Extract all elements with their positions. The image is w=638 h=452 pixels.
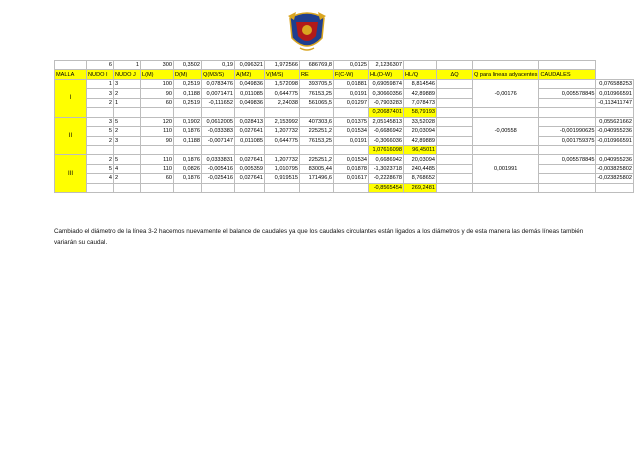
table-cell: 0,69059874 — [369, 79, 404, 88]
table-cell: 7,078473 — [404, 98, 437, 107]
table-cell: 0,01375 — [334, 117, 369, 126]
table-cell: 5 — [87, 127, 114, 136]
table-cell: 0,0826 — [174, 164, 202, 173]
empty-cell — [437, 117, 473, 126]
table-cell: 0,076588253 — [596, 79, 634, 88]
empty-cell — [202, 145, 235, 154]
empty-cell — [334, 108, 369, 117]
table-cell: 686769,8 — [300, 61, 334, 70]
table-cell: 0,040955236 — [596, 155, 634, 164]
column-header: D(M) — [174, 70, 202, 79]
table-cell: -0,113411747 — [596, 98, 634, 107]
table-cell: 0,0333831 — [202, 155, 235, 164]
table-cell: 0,0191 — [334, 89, 369, 98]
table-cell: 0,1902 — [174, 117, 202, 126]
table-cell: 42,89889 — [404, 136, 437, 145]
table-cell: 0,005578845 — [539, 89, 596, 98]
empty-cell — [596, 183, 634, 192]
table-cell: 0,055621662 — [596, 117, 634, 126]
table-cell: -0,023825802 — [597, 175, 632, 182]
table-cell: 0,0191 — [334, 136, 369, 145]
empty-cell — [437, 127, 473, 136]
table-cell: -0,003825802 — [597, 166, 632, 173]
table-cell: 0,30660356 — [369, 89, 404, 98]
sum-hlq: 96,45011 — [404, 145, 437, 154]
empty-cell — [300, 108, 334, 117]
table-cell: 0,1876 — [174, 174, 202, 183]
empty-cell — [141, 183, 174, 192]
empty-cell — [141, 145, 174, 154]
table-cell: -0,2228678 — [369, 174, 404, 183]
empty-cell — [539, 183, 596, 192]
table-cell: -0,007147 — [202, 136, 235, 145]
table-row — [55, 174, 634, 183]
empty-cell — [404, 61, 437, 70]
empty-cell — [235, 145, 265, 154]
table-cell: 1 — [87, 79, 114, 88]
table-cell: 1,972566 — [265, 61, 300, 70]
table-cell: 5 — [87, 164, 114, 173]
empty-cell — [539, 61, 596, 70]
table-cell: 60 — [141, 174, 174, 183]
empty-cell — [87, 108, 114, 117]
table-row — [55, 117, 634, 126]
table-cell: 83005,44 — [300, 164, 334, 173]
table-cell: 0,01881 — [334, 79, 369, 88]
table-row — [55, 155, 634, 164]
table-cell: 20,03094 — [404, 127, 437, 136]
table-cell: 225251,2 — [300, 155, 334, 164]
empty-cell — [265, 183, 300, 192]
table-cell: 300 — [141, 61, 174, 70]
table-cell — [539, 98, 596, 107]
table-cell: 90 — [141, 89, 174, 98]
table-cell: 407303,6 — [300, 117, 334, 126]
empty-cell — [473, 183, 539, 192]
table-cell: 110 — [141, 164, 174, 173]
column-header: NUDO J — [114, 70, 141, 79]
table-body — [55, 61, 634, 193]
table-cell: -0,6686942 — [369, 127, 404, 136]
empty-cell — [265, 145, 300, 154]
table-cell: 0,01878 — [334, 164, 369, 173]
table-cell: 2 — [114, 174, 141, 183]
table-cell: 0,049836 — [235, 79, 265, 88]
table-cell: 76153,25 — [300, 136, 334, 145]
empty-cell — [437, 108, 473, 117]
table-cell: 2,05145813 — [369, 117, 404, 126]
column-header: CAUDALES — [539, 70, 596, 79]
table-cell: 561065,5 — [300, 98, 334, 107]
empty-cell — [235, 108, 265, 117]
table-row — [55, 164, 634, 173]
table-cell: 3 — [87, 89, 114, 98]
table-cell: 240,4485 — [404, 164, 437, 173]
table-cell: -0,111652 — [202, 98, 235, 107]
table-cell: 0,027641 — [235, 127, 265, 136]
column-header: ΔQ — [437, 70, 473, 79]
empty-cell — [473, 108, 539, 117]
table-cell: -0,005416 — [202, 164, 235, 173]
table-cell: 0,01534 — [334, 127, 369, 136]
table-cell: 0,011085 — [235, 89, 265, 98]
header-row — [55, 70, 634, 79]
table-cell: 0,011085 — [235, 136, 265, 145]
empty-cell — [437, 145, 473, 154]
table-cell: 0,1876 — [174, 155, 202, 164]
explanation-paragraph: Cambiado el diámetro de la línea 3-2 hacemos nuevamente el balance de caudales ya que los caudales circulantes están ligados a los diámetros y de esta manera las demás líneas también variarán su caudal. — [54, 228, 584, 246]
top-row — [55, 61, 634, 70]
table-cell: -0,010966591 — [597, 137, 632, 144]
table-cell: 1,207732 — [265, 127, 300, 136]
malla-label: II — [55, 117, 87, 155]
table-cell: 2 — [87, 155, 114, 164]
column-header: HL(D-W) — [369, 70, 404, 79]
empty-cell — [202, 108, 235, 117]
table-cell: 2 — [114, 127, 141, 136]
table-cell: 20,03094 — [404, 155, 437, 164]
empty-cell — [473, 61, 539, 70]
empty-cell — [114, 108, 141, 117]
table-cell: 2,153992 — [265, 117, 300, 126]
empty-cell — [87, 145, 114, 154]
empty-cell — [174, 183, 202, 192]
table-cell — [539, 174, 596, 183]
empty-cell — [437, 155, 473, 164]
sum-hl: -0,8565454 — [369, 183, 404, 192]
empty-cell — [114, 183, 141, 192]
table-cell: 0,0071471 — [202, 89, 235, 98]
table-cell: -0,001990625 — [539, 127, 596, 136]
table-cell: 60 — [141, 98, 174, 107]
column-header: HL/Q — [404, 70, 437, 79]
sum-hl: 1,07616098 — [369, 145, 404, 154]
sum-hl: 0,20687401 — [369, 108, 404, 117]
table-cell: 0,027641 — [235, 155, 265, 164]
empty-cell — [202, 183, 235, 192]
table-cell: 4 — [87, 174, 114, 183]
empty-cell — [596, 108, 634, 117]
sum-hlq: 58,79193 — [404, 108, 437, 117]
sum-hlq: 269,2481 — [404, 183, 437, 192]
column-header: MALLA — [55, 70, 87, 79]
empty-cell — [437, 136, 473, 145]
table-cell: 3 — [114, 79, 141, 88]
table-cell: -1,3023718 — [369, 164, 404, 173]
table-cell: 225251,2 — [300, 127, 334, 136]
table-cell: 0,001759375 — [539, 136, 596, 145]
table-cell: -0,3066036 — [369, 136, 404, 145]
table-cell: 8,768652 — [404, 174, 437, 183]
table-row — [55, 98, 634, 107]
empty-cell — [596, 145, 634, 154]
table-cell: 8,814546 — [404, 79, 437, 88]
total-row — [55, 183, 634, 192]
table-cell: 2,1236307 — [369, 61, 404, 70]
table-cell: 0,644775 — [265, 89, 300, 98]
column-header: RE — [300, 70, 334, 79]
empty-cell — [437, 98, 473, 107]
table-row — [55, 136, 634, 145]
empty-cell — [87, 183, 114, 192]
column-header: A(M2) — [235, 70, 265, 79]
table-cell: 0,0783476 — [202, 79, 235, 88]
table-cell: 0,01534 — [334, 155, 369, 164]
empty-cell — [437, 164, 473, 173]
empty-cell — [55, 61, 87, 70]
table-cell: 110 — [141, 127, 174, 136]
table-cell: 0,644775 — [265, 136, 300, 145]
empty-cell — [334, 183, 369, 192]
table-cell: 0,028413 — [235, 117, 265, 126]
table-cell: 0,1188 — [174, 136, 202, 145]
table-cell: 2 — [87, 98, 114, 107]
table-cell: -0,7903283 — [369, 98, 404, 107]
table-cell: 0,0612005 — [202, 117, 235, 126]
empty-cell — [174, 108, 202, 117]
delta-q: -0,00558 — [473, 117, 539, 145]
table-cell: 90 — [141, 136, 174, 145]
table-cell: 0,096321 — [235, 61, 265, 70]
table-row — [55, 79, 634, 88]
empty-cell — [539, 108, 596, 117]
table-cell: 0,19 — [202, 61, 235, 70]
empty-cell — [265, 108, 300, 117]
table-cell: 0,1188 — [174, 89, 202, 98]
column-header: L(M) — [141, 70, 174, 79]
table-cell: 110 — [141, 155, 174, 164]
table-cell: 0,027641 — [235, 174, 265, 183]
column-header: F(C-W) — [334, 70, 369, 79]
table-cell: 5 — [114, 117, 141, 126]
empty-cell — [300, 145, 334, 154]
table-cell: 5 — [114, 155, 141, 164]
table-cell: 0,01297 — [334, 98, 369, 107]
table-cell: 0,1876 — [174, 127, 202, 136]
table-cell: 0,049836 — [235, 98, 265, 107]
empty-cell — [114, 145, 141, 154]
table-cell: 0,005578845 — [539, 155, 596, 164]
table-cell: 2 — [87, 136, 114, 145]
table-cell: 1,207732 — [265, 155, 300, 164]
table-cell: 0,010966591 — [596, 89, 634, 98]
table-cell: 393705,5 — [300, 79, 334, 88]
table-cell: 0,0125 — [334, 61, 369, 70]
table-row — [55, 89, 634, 98]
table-cell: 3 — [114, 136, 141, 145]
column-header: V(M/S) — [265, 70, 300, 79]
table-row — [55, 127, 634, 136]
delta-q: 0,001991 — [473, 155, 539, 183]
empty-cell — [141, 108, 174, 117]
column-header: Q para lineas adyacentes — [474, 71, 538, 78]
table-cell: 1,010795 — [265, 164, 300, 173]
empty-cell — [437, 183, 473, 192]
table-cell — [539, 117, 596, 126]
delta-q: -0,00176 — [473, 79, 539, 107]
table-cell: 0,01617 — [334, 174, 369, 183]
empty-cell — [334, 145, 369, 154]
table-cell: -0,033383 — [202, 127, 235, 136]
table-cell: 4 — [114, 164, 141, 173]
malla-label: III — [55, 155, 87, 193]
university-crest-logo — [286, 8, 328, 54]
empty-cell — [235, 183, 265, 192]
table-cell — [539, 79, 596, 88]
empty-cell — [437, 174, 473, 183]
table-cell: 0,6686942 — [369, 155, 404, 164]
table-cell: 0,2519 — [174, 79, 202, 88]
empty-cell — [539, 145, 596, 154]
table-cell: 42,89889 — [404, 89, 437, 98]
total-row — [55, 108, 634, 117]
table-cell: 120 — [141, 117, 174, 126]
table-cell: 1 — [114, 98, 141, 107]
column-header: NUDO I — [87, 70, 114, 79]
table-cell: 2,24038 — [265, 98, 300, 107]
table-cell: 0,919515 — [265, 174, 300, 183]
empty-cell — [437, 61, 473, 70]
table-cell: 33,52028 — [404, 117, 437, 126]
table-cell: 3 — [87, 117, 114, 126]
empty-cell — [473, 145, 539, 154]
table-cell: 2 — [114, 89, 141, 98]
empty-cell — [437, 79, 473, 88]
empty-cell — [300, 183, 334, 192]
total-row — [55, 145, 634, 154]
table-cell: 0,2519 — [174, 98, 202, 107]
empty-cell — [174, 145, 202, 154]
table-cell: -0,040955236 — [597, 128, 632, 135]
table-cell: 76153,25 — [300, 89, 334, 98]
calculation-table — [54, 60, 634, 193]
column-header: Q(M3/S) — [202, 70, 235, 79]
table-cell: 171496,6 — [300, 174, 334, 183]
table-cell: 1 — [114, 61, 141, 70]
table-cell: 1,572098 — [265, 79, 300, 88]
table-cell: -0,025416 — [202, 174, 235, 183]
table-cell: 0,3502 — [174, 61, 202, 70]
table-cell: 100 — [141, 79, 174, 88]
table-cell: 0,005359 — [235, 164, 265, 173]
malla-label: I — [55, 79, 87, 117]
table-cell — [539, 164, 596, 173]
table-cell: 6 — [87, 61, 114, 70]
empty-cell — [437, 89, 473, 98]
